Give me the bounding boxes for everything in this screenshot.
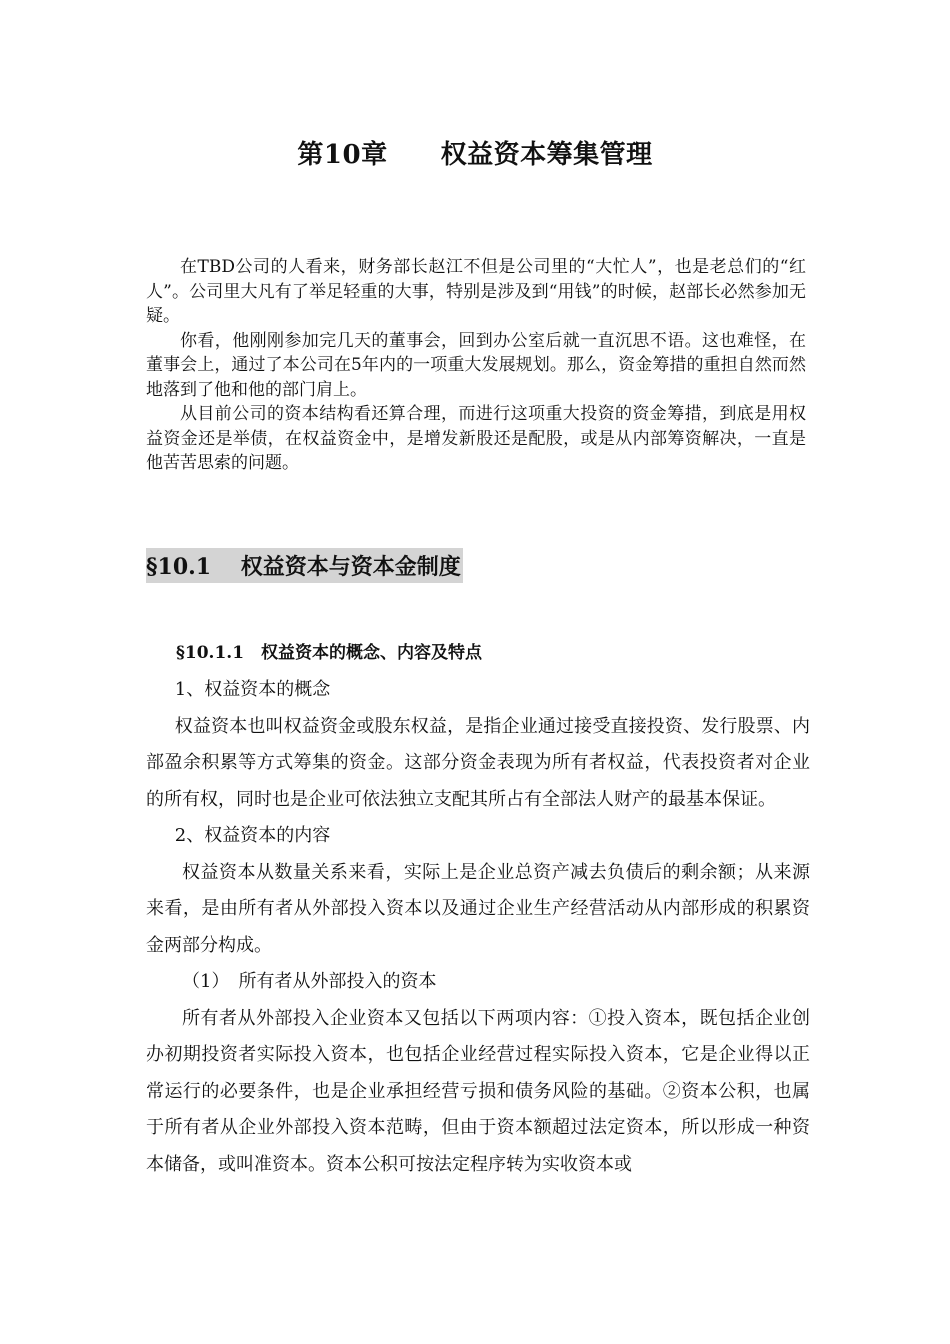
body-paragraph: 权益资本也叫权益资金或股东权益，是指企业通过接受直接投资、发行股票、内部盈余积累等方式筹集的资金。这部分资金表现为所有者权益，代表投资者对企业的所有权，同时也是企业可依法独立支配其所占有全部法人财产的最基本保证。 <box>146 715 810 810</box>
intro-case <box>146 255 806 476</box>
intro-paragraph: 你看，他刚刚参加完几天的董事会，回到办公室后就一直沉思不语。这也难怪，在董事会上，通过了本公司在5年内的一项重大发展规划。那么，资金筹措的重担自然而然地落到了他和他的部门肩上。 <box>146 330 806 400</box>
list-item-heading: （1） 所有者从外部投入的资本 <box>182 971 437 992</box>
body-paragraph: 权益资本从数量关系来看，实际上是企业总资产减去负债后的剩余额；从来源来看，是由所有者从外部投入资本以及通过企业生产经营活动从内部形成的积累资金两部分构成。 <box>146 861 810 956</box>
body-paragraph: 所有者从外部投入企业资本又包括以下两项内容：①投入资本，既包括企业创办初期投资者实际投入资本，也包括企业经营过程实际投入资本，它是企业得以正常运行的必要条件，也是企业承担经营亏损和债务风险的基础。②资本公积，也属于所有者从企业外部投入资本范畴，但由于资本额超过法定资本，所以形成一种资本储备，或叫准资本。资本公积可按法定程序转为实收资本或 <box>146 1007 810 1175</box>
section-heading: §10.1 权益资本与资本金制度 <box>146 548 463 583</box>
list-item-heading: 1、权益资本的概念 <box>174 679 331 700</box>
body-text <box>146 672 810 1183</box>
intro-paragraph: 从目前公司的资本结构看还算合理，而进行这项重大投资的资金筹措，到底是用权益资金还是举债，在权益资金中，是增发新股还是配股，或是从内部筹资解决，一直是他苦苦思索的问题。 <box>146 404 806 473</box>
subsection-heading: §10.1.1 权益资本的概念、内容及特点 <box>176 643 483 663</box>
chapter-title: 第10章 权益资本筹集管理 <box>297 140 653 170</box>
intro-paragraph: 在TBD公司的人看来，财务部长赵江不但是公司里的“大忙人”，也是老总们的“红人”。公司里大凡有了举足轻重的大事，特别是涉及到“用钱”的时候，赵部长必然参加无疑。 <box>146 257 806 326</box>
list-item-heading: 2、权益资本的内容 <box>174 825 331 846</box>
